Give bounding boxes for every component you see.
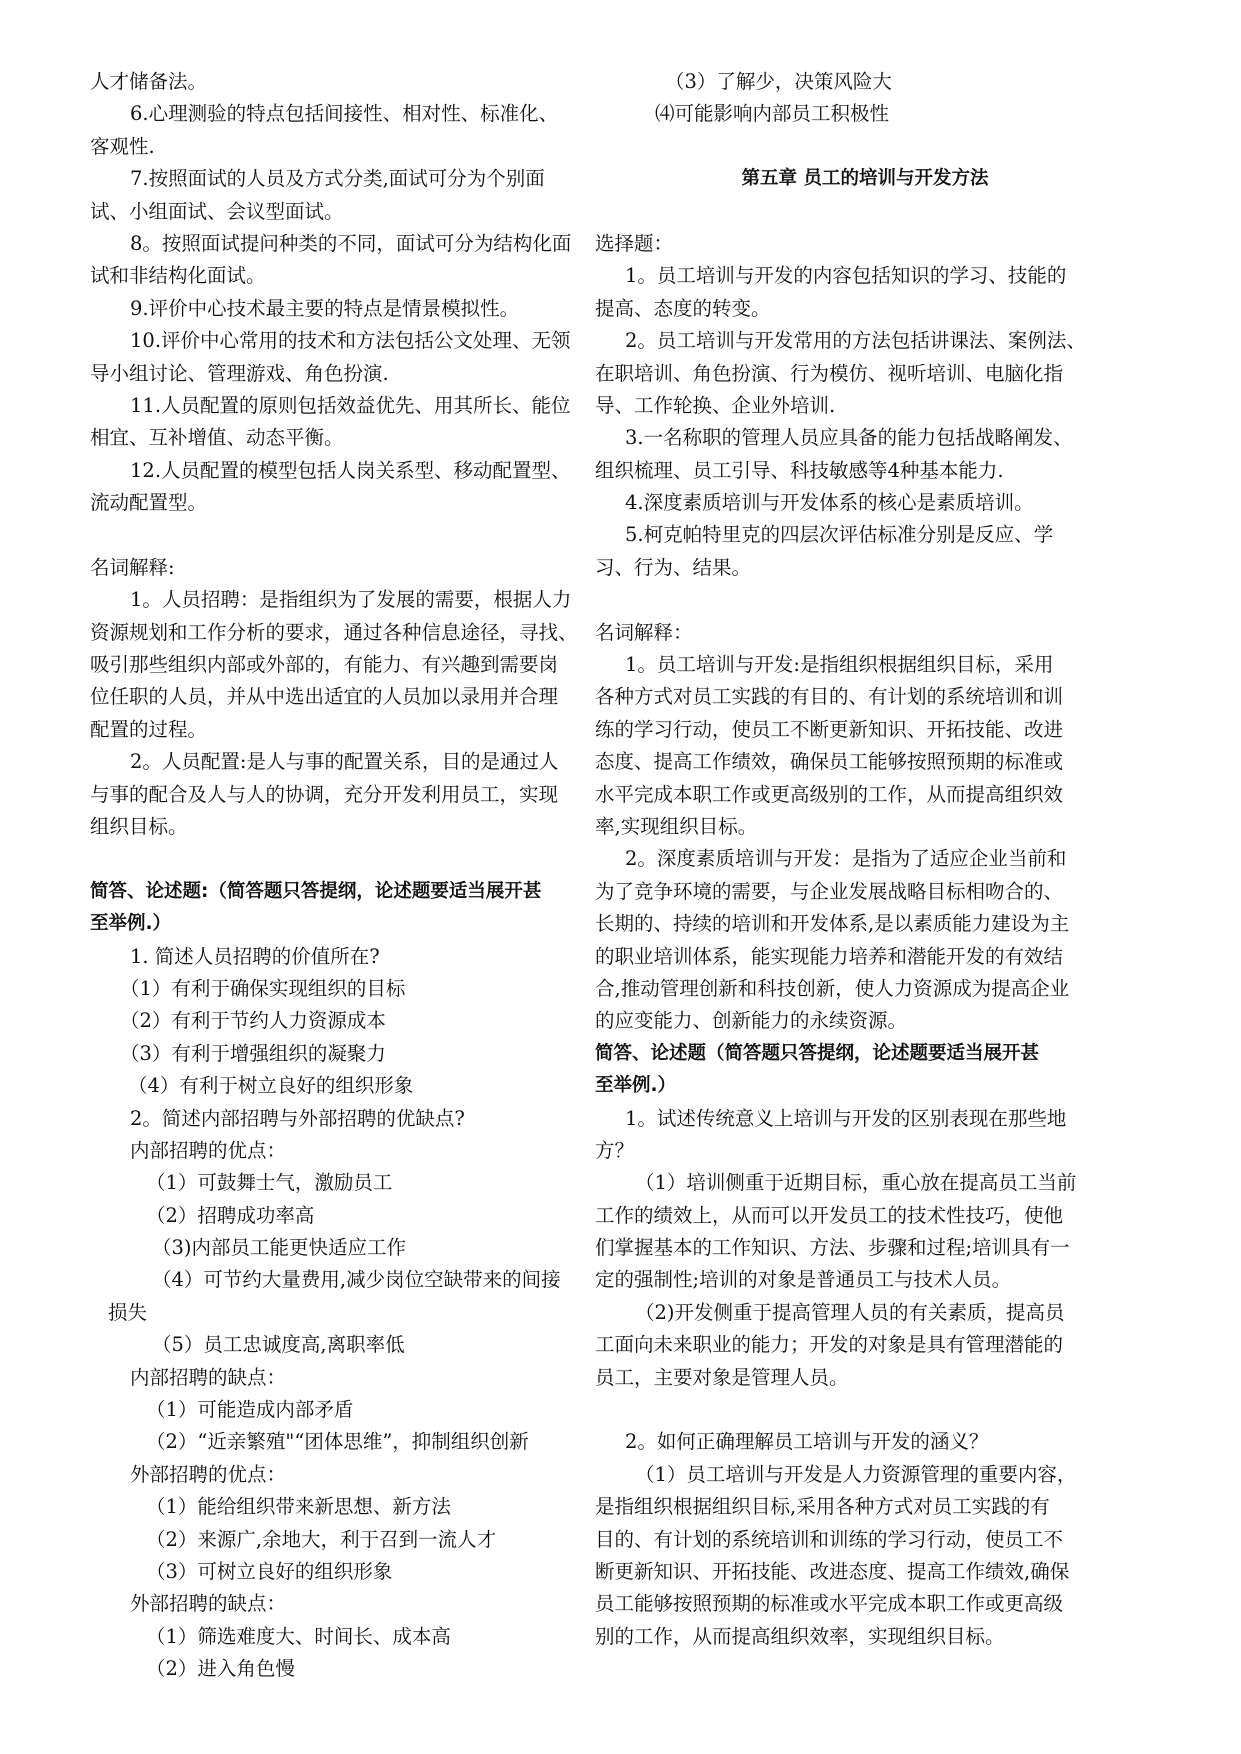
text-line: 1。试述传统意义上培训与开发的区别表现在那些地 (625, 1106, 1067, 1130)
text-line: 各种方式对员工实践的有目的、有计划的系统培训和训 (595, 685, 1064, 709)
text-line: （2）“近亲繁殖"“团体思维”，抑制组织创新 (146, 1430, 529, 1454)
text-line: （5）员工忠诚度高,离职率低 (152, 1333, 405, 1357)
text-line: 练的学习行动，使员工不断更新知识、开拓技能、改进 (595, 717, 1064, 741)
text-line: 4.深度素质培训与开发体系的核心是素质培训。 (625, 491, 1034, 515)
text-line: 工作的绩效上，从而可以开发员工的技术性技巧，使他 (595, 1203, 1064, 1227)
text-line: 流动配置型。 (90, 491, 208, 515)
text-line: 态度、提高工作绩效，确保员工能够按照预期的标准或 (595, 750, 1064, 774)
text-line: 吸引那些组织内部或外部的，有能力、有兴趣到需要岗 (90, 653, 559, 677)
text-line: 与事的配合及人与人的协调，充分开发利用员工，实现 (90, 782, 559, 806)
text-line: （1）能给组织带来新思想、新方法 (146, 1495, 451, 1519)
text-line: 内部招聘的优点： (130, 1138, 287, 1162)
text-line: （3）可树立良好的组织形象 (146, 1559, 393, 1583)
text-line: （4）可节约大量费用,减少岗位空缺带来的间接 (152, 1268, 561, 1292)
left-column (90, 66, 630, 1686)
text-line: （2）进入角色慢 (146, 1657, 295, 1681)
text-line: 试和非结构化面试。 (90, 264, 266, 288)
text-line: （1）筛选难度大、时间长、成本高 (146, 1624, 451, 1648)
text-line: 外部招聘的缺点： (130, 1592, 287, 1616)
text-line: 试、小组面试、会议型面试。 (90, 199, 344, 223)
text-line: 合,推动管理创新和科技创新，使人力资源成为提高企业 (595, 976, 1070, 1000)
text-line: 3.一名称职的管理人员应具备的能力包括战略阐发、 (625, 426, 1073, 450)
text-line: 员工，主要对象是管理人员。 (595, 1365, 849, 1389)
text-line: （2）招聘成功率高 (146, 1203, 315, 1227)
text-line: 6.心理测验的特点包括间接性、相对性、标准化、 (130, 102, 559, 126)
text-line: 10.评价中心常用的技术和方法包括公文处理、无领 (130, 329, 571, 353)
text-line: 7.按照面试的人员及方式分类,面试可分为个别面 (130, 167, 545, 191)
text-line: 为了竞争环境的需要，与企业发展战略目标相吻合的、 (595, 879, 1064, 903)
text-line: 在职培训、角色扮演、行为模仿、视听培训、电脑化指 (595, 361, 1064, 385)
text-line: 相宜、互补增值、动态平衡。 (90, 426, 344, 450)
text-line: 人才储备法。 (90, 70, 208, 93)
text-line: （3)内部员工能更快适应工作 (152, 1236, 407, 1260)
text-line: 资源规划和工作分析的要求，通过各种信息途径，寻找、 (90, 620, 578, 644)
text-line: 1。员工培训与开发:是指组织根据组织目标，采用 (625, 653, 1054, 677)
blank-line (90, 843, 630, 875)
text-line: 位任职的人员，并从中选出适宜的人员加以录用并合理 (90, 685, 559, 709)
text-line: 1。人员招聘：是指组织为了发展的需要，根据人力 (130, 588, 572, 612)
text-line: 1. 简述人员招聘的价值所在? (130, 944, 380, 968)
text-line: 组织梳理、员工引导、科技敏感等4种基本能力. (595, 458, 1004, 482)
text-line: 损失 (108, 1300, 148, 1324)
right-column (595, 66, 1135, 1653)
blank-line (595, 1394, 1135, 1426)
text-line: 配置的过程。 (90, 717, 208, 741)
text-line: 组织目标。 (90, 814, 188, 838)
chapter-heading: 第五章 员工的培训与开发方法 (741, 168, 989, 190)
text-line: 名词解释: (90, 555, 175, 579)
text-line: 定的强制性;培训的对象是普通员工与技术人员。 (595, 1268, 1012, 1292)
section-heading: 简答、论述题（简答题只答提纲，论述题要适当展开甚 (595, 1042, 1040, 1064)
text-line: 2。如何正确理解员工培训与开发的涵义？ (625, 1430, 989, 1454)
text-line: 2。简述内部招聘与外部招聘的优缺点? (130, 1106, 465, 1130)
text-line: 5.柯克帕特里克的四层次评估标准分别是反应、学 (625, 523, 1054, 547)
blank-line (595, 131, 1135, 163)
blank-line (595, 196, 1135, 228)
text-line: 习、行为、结果。 (595, 555, 752, 579)
text-line: 长期的、持续的培训和开发体系,是以素质能力建设为主 (595, 912, 1070, 936)
text-line: 们掌握基本的工作知识、方法、步骤和过程;培训具有一 (595, 1236, 1070, 1260)
text-line: 2。深度素质培训与开发：是指为了适应企业当前和 (625, 847, 1067, 871)
text-line: （2)开发侧重于提高管理人员的有关素质，提高员 (635, 1300, 1065, 1324)
text-line: 是指组织根据组织目标,采用各种方式对员工实践的有 (595, 1495, 1050, 1519)
text-line: 员工能够按照预期的标准或水平完成本职工作或更高级 (595, 1592, 1064, 1616)
text-line: 率,实现组织目标。 (595, 814, 758, 838)
section-heading: 至举例.） (90, 913, 172, 935)
text-line: ⑷可能影响内部员工积极性 (655, 102, 890, 126)
text-line: （2）来源广,余地大，利于召到一流人才 (146, 1527, 497, 1551)
text-line: 提高、态度的转变。 (595, 296, 771, 320)
text-line: 外部招聘的优点： (130, 1462, 287, 1486)
text-line: 方？ (595, 1138, 635, 1162)
text-line: 名词解释： (595, 620, 693, 644)
text-line: 8。按照面试提问种类的不同，面试可分为结构化面 (130, 231, 572, 255)
text-line: 别的工作，从而提高组织效率，实现组织目标。 (595, 1624, 1005, 1648)
text-line: （1）培训侧重于近期目标，重心放在提高员工当前 (635, 1171, 1077, 1195)
text-line: 2。员工培训与开发常用的方法包括讲课法、案例法、 (625, 329, 1086, 353)
section-heading: 至举例.） (595, 1075, 677, 1097)
text-line: 选择题： (595, 231, 674, 255)
text-line: 导小组讨论、管理游戏、角色扮演. (90, 361, 389, 385)
text-line: 水平完成本职工作或更高级别的工作，从而提高组织效 (595, 782, 1064, 806)
text-line: 工面向未来职业的能力；开发的对象是具有管理潜能的 (595, 1333, 1064, 1357)
text-line: （3）了解少，决策风险大 (665, 70, 892, 93)
text-line: 的应变能力、创新能力的永续资源。 (595, 1009, 908, 1033)
blank-line (595, 584, 1135, 616)
text-line: 的职业培训体系，能实现能力培养和潜能开发的有效结 (595, 944, 1064, 968)
text-line: 12.人员配置的模型包括人岗关系型、移动配置型、 (130, 458, 571, 482)
text-line: （1）可能造成内部矛盾 (146, 1398, 354, 1422)
text-line: 内部招聘的缺点： (130, 1365, 287, 1389)
text-line: （2）有利于节约人力资源成本 (120, 1009, 386, 1033)
text-line: 11.人员配置的原则包括效益优先、用其所长、能位 (130, 393, 571, 417)
blank-line (90, 519, 630, 551)
text-line: 2。人员配置:是人与事的配置关系，目的是通过人 (130, 750, 559, 774)
text-line: （1）可鼓舞士气，激励员工 (146, 1171, 393, 1195)
text-line: 导、工作轮换、企业外培训. (595, 393, 836, 417)
text-line: （4）有利于树立良好的组织形象 (128, 1074, 414, 1098)
text-line: 断更新知识、开拓技能、改进态度、提高工作绩效,确保 (595, 1559, 1070, 1583)
text-line: （3）有利于增强组织的凝聚力 (120, 1041, 386, 1065)
text-line: 客观性. (90, 134, 155, 158)
text-line: （1）有利于确保实现组织的目标 (120, 976, 406, 1000)
text-line: 9.评价中心技术最主要的特点是情景模拟性。 (130, 296, 520, 320)
text-line: 目的、有计划的系统培训和训练的学习行动，使员工不 (595, 1527, 1064, 1551)
section-heading: 简答、论述题:（简答题只答提纲，论述题要适当展开甚 (90, 880, 542, 902)
text-line: 1。员工培训与开发的内容包括知识的学习、技能的 (625, 264, 1067, 288)
text-line: （1）员工培训与开发是人力资源管理的重要内容， (635, 1462, 1077, 1486)
